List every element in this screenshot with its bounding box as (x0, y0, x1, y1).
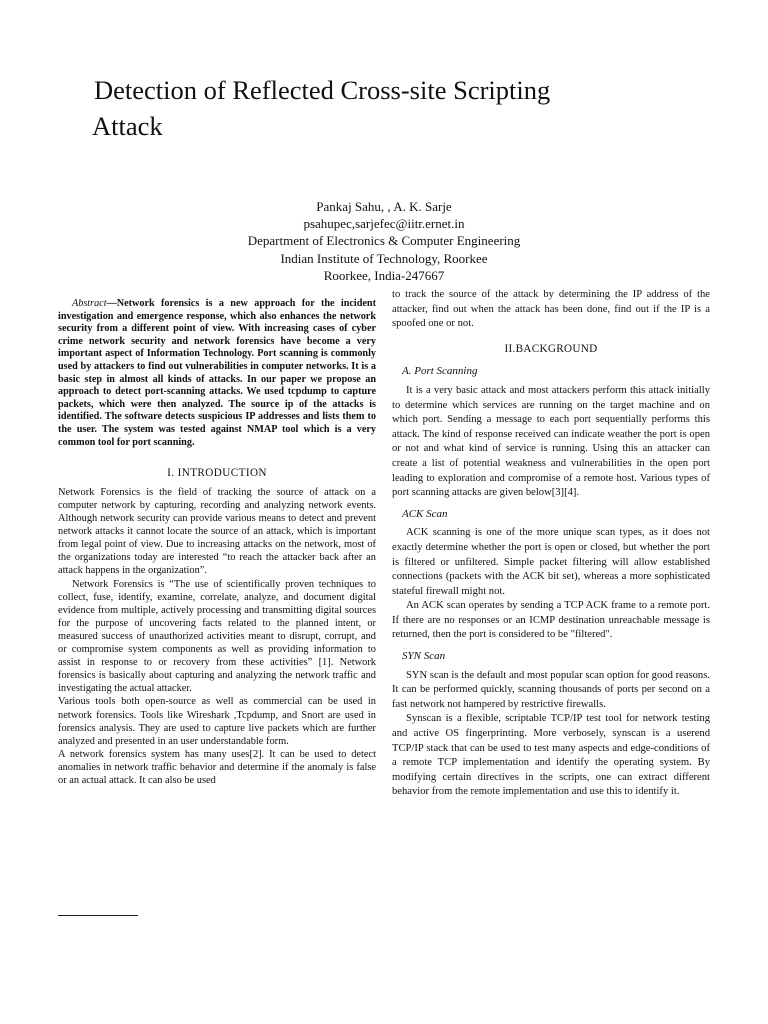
author-location: Roorkee, India-247667 (323, 267, 445, 283)
left-column (58, 298, 376, 787)
footnote-rule (58, 915, 138, 916)
intro-body (58, 486, 376, 787)
port-scanning-paragraph: It is a very basic attack and most attackers perform this attack initially to determine which services are running on the target machine and on which port. Sending a message to each port sequentially performs this attack. The kind of response received can indicate weather the port is open or not and what kind of service is running. Using this an attacker can create a list of potential weakness and vulnerabilities in the open port leading to exploration and compromise of a remote host. Various types of port scanning attacks are given below[3][4]. (392, 384, 710, 499)
abstract-text: —Network forensics is a new approach for the incident investigation and emergence response, which also enhances the network security from a different point of view. With increasing cases of cyber crime network security and network forensics have become a very important aspect of Information Technology. Port scanning is commonly used by attackers to find out vulnerabilities in computer networks. It is a basic step in almost all kinds of attacks. In our paper we propose an approach to detect port-scanning attacks. We used tcpdump to capture packets, which were then analyzed. The source ip of the attacks is identified. The software detects suspicious IP addresses and lists them to the user. The system was tested against NMAP tool which is a very common tool for port scanning. (58, 298, 376, 448)
right-column (392, 288, 710, 800)
abstract (58, 298, 376, 449)
title-line-2: Attack (92, 111, 163, 141)
author-emails: psahupec,sarjefec@iitr.ernet.in (303, 216, 465, 232)
author-names: Pankaj Sahu, , A. K. Sarje (316, 199, 452, 214)
intro-heading: I. INTRODUCTION (167, 467, 267, 480)
author-department: Department of Electronics & Computer Engineering (247, 233, 521, 249)
author-block (0, 198, 768, 284)
abstract-label: Abstract (72, 298, 107, 309)
syn-scan-heading: SYN Scan (402, 650, 446, 663)
ack-scan-heading: ACK Scan (402, 507, 448, 520)
ack-scan-paragraph-1: ACK scanning is one of the more unique scan types, as it does not exactly determine whether the port is open or closed, but whether the port is filtered or unfiltered. Simple packet filtering will allow established connections (packets with the ACK bit set), whereas a more sophisticated stateful firewall might not. (392, 527, 710, 597)
intro-paragraph-2: Network Forensics is “The use of scientifically proven techniques to collect, fuse, identify, examine, correlate, analyze, and document digital evidence from multiple, actively processing and transmitting digital sources for the purpose of uncovering facts related to the planned intent, or measured success of unauthorized activities meant to disrupt, corrupt, and or compromise system components as well as providing information to assist in response to or recovery from these activities” [1]. Network forensics is basically about capturing and analyzing the network traffic and investigating the actual attacker. (58, 578, 376, 695)
ack-scan-paragraph-2: An ACK scan operates by sending a TCP ACK frame to a remote port. If there are no responses or an ICMP destination unreachable message is returned, then the port is considered to be "filtered". (392, 600, 710, 641)
background-heading: II.BACKGROUND (504, 342, 598, 355)
intro-paragraph-4: A network forensics system has many uses[2]. It can be used to detect anomalies in network traffic behavior and determine if the anomaly is false or an actual attack. It can also be used (58, 748, 376, 786)
port-scanning-heading: A. Port Scanning (402, 365, 478, 378)
syn-scan-paragraph-1: SYN scan is the default and most popular scan option for good reasons. It can be performed quickly, scanning thousands of ports per second on a fast network not hampered by restrictive firewalls. (392, 669, 710, 710)
title-line-1: Detection of Reflected Cross-site Scripting (94, 75, 551, 105)
intro-continuation: to track the source of the attack by determining the IP address of the attacker, find out when the attack has been done, find out if the IP is a spoofed one or not. (392, 289, 710, 330)
syn-scan-paragraph-2: Synscan is a flexible, scriptable TCP/IP test tool for network testing and active OS fingerprinting. More verbosely, synscan is a userend TCP/IP stack that can be used to test many aspects and edge-conditions of a remote TCP implementation and identify the operating system. By modifying certain directives in the scripts, one can extract different behavior from the remote implementation and use this to identify it. (392, 713, 710, 798)
intro-paragraph-3: Various tools both open-source as well as commercial can be used in network forensics. Tools like Wireshark ,Tcpdump, and Snort are used in forensics analysis. They are used to capture live packets which are further analyzed and presented in an user understandable form. (58, 696, 376, 747)
paper-title (92, 72, 692, 144)
author-institute: Indian Institute of Technology, Roorkee (280, 250, 488, 266)
intro-paragraph-1: Network Forensics is the field of tracking the source of attack on a computer network by capturing, recording and analyzing network events. Although network security can provide various means to detect and prevent network attacks it cannot locate the source of an attack, which is important from legal point of view. Due to increasing attacks on the network, most of the organizations today are interested “to reach the attacker back after an attack happens in the organization”. (58, 486, 376, 577)
